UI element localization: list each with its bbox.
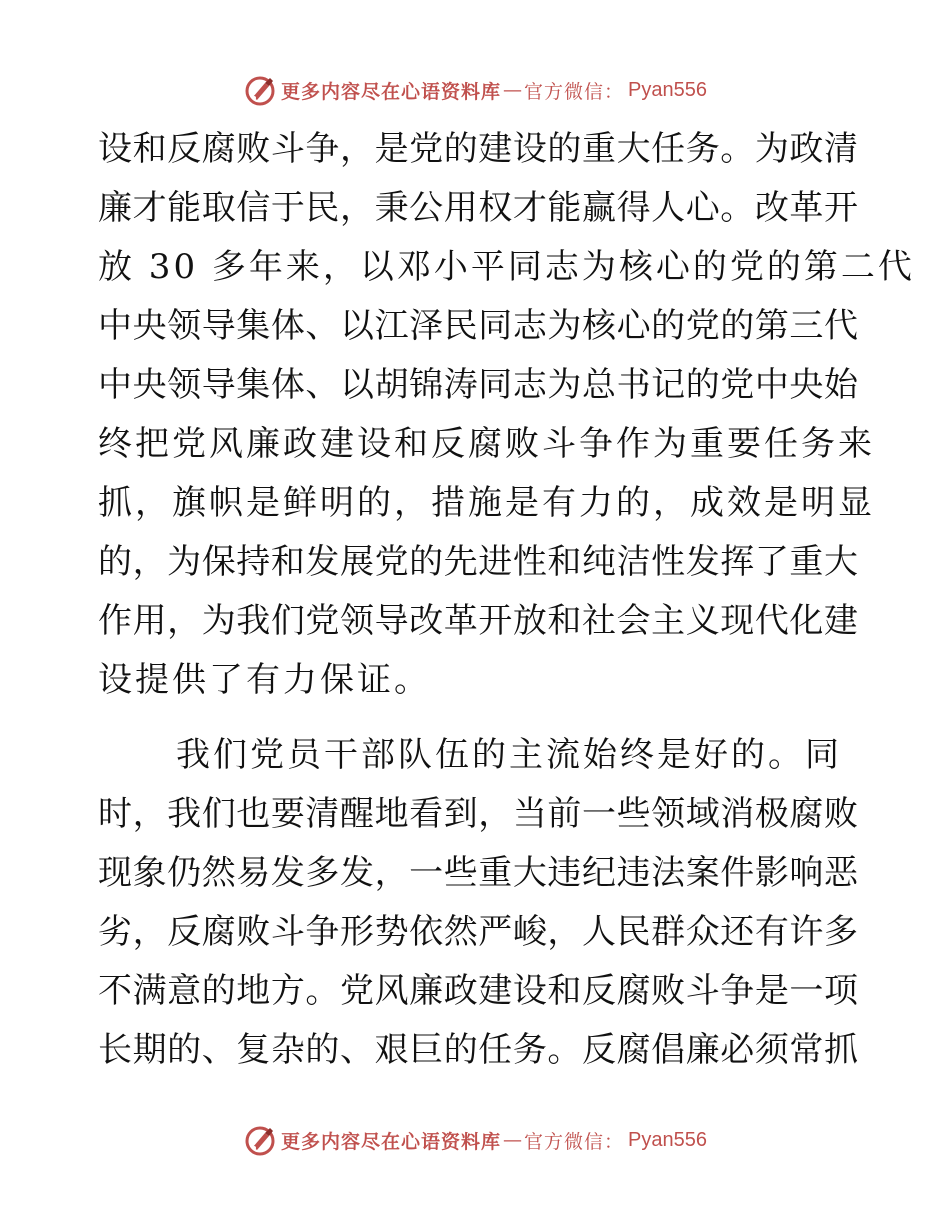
- text-line: 抓，旗帜是鲜明的，措施是有力的，成效是明显: [98, 483, 875, 523]
- text-line: 终把党风廉政建设和反腐败斗争作为重要任务来: [98, 424, 875, 464]
- text-line: 设提供了有力保证。: [98, 660, 431, 700]
- text-line: 放 30 多年来，以邓小平同志为核心的党的第二代: [98, 247, 915, 287]
- banner-label: 官方微信：: [524, 1130, 625, 1153]
- banner-wechat-id: Pyan556: [628, 1128, 707, 1151]
- body-text: [98, 120, 915, 1080]
- header-watermark: [0, 70, 950, 110]
- banner-text: 更多内容尽在心语资料库: [281, 80, 502, 103]
- banner-dash: —: [503, 1129, 523, 1151]
- text-line: 廉才能取信于民，秉公用权才能赢得人心。改革开: [98, 188, 858, 228]
- text-line: 长期的、复杂的、艰巨的任务。反腐倡廉必须常抓: [98, 1030, 858, 1070]
- text-line: 中央领导集体、以江泽民同志为核心的党的第三代: [98, 306, 858, 346]
- banner-wechat-id: Pyan556: [628, 78, 707, 101]
- text-line: 中央领导集体、以胡锦涛同志为总书记的党中央始: [98, 365, 858, 405]
- text-line: 作用，为我们党领导改革开放和社会主义现代化建: [98, 601, 858, 641]
- text-line: 不满意的地方。党风廉政建设和反腐败斗争是一项: [98, 971, 858, 1011]
- banner-dash: —: [503, 79, 523, 101]
- brand-logo-icon: [243, 1123, 277, 1157]
- brand-logo-icon: [243, 73, 277, 107]
- text-line: 劣，反腐败斗争形势依然严峻，人民群众还有许多: [98, 912, 858, 952]
- text-line: 时，我们也要清醒地看到，当前一些领域消极腐败: [98, 794, 858, 834]
- footer-watermark: [0, 1120, 950, 1160]
- text-line: 现象仍然易发多发，一些重大违纪违法案件影响恶: [98, 853, 858, 893]
- text-line: 的，为保持和发展党的先进性和纯洁性发挥了重大: [98, 542, 858, 582]
- paragraph-first-line: 我们党员干部队伍的主流始终是好的。同: [176, 735, 842, 775]
- banner-label: 官方微信：: [524, 80, 625, 103]
- banner-text: 更多内容尽在心语资料库: [281, 1130, 502, 1153]
- text-line: 设和反腐败斗争，是党的建设的重大任务。为政清: [98, 129, 858, 169]
